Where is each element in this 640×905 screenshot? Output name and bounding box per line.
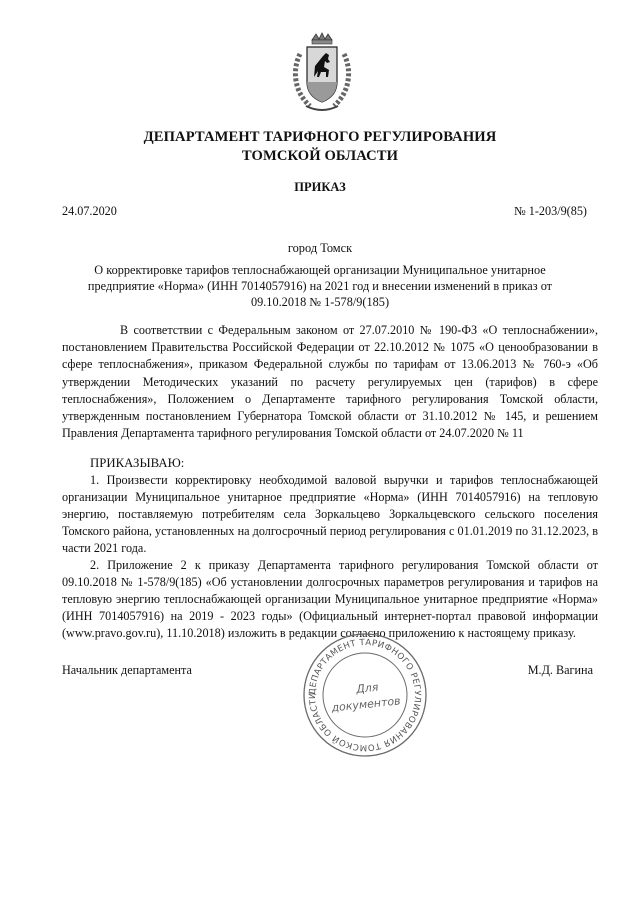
order-section [62, 455, 598, 642]
document-type: ПРИКАЗ [294, 180, 346, 194]
department-name [0, 128, 640, 166]
department-name-line2: ТОМСКОЙ ОБЛАСТИ [241, 148, 399, 164]
order-heading: ПРИКАЗЫВАЮ: [90, 456, 185, 470]
coat-of-arms-emblem [288, 32, 356, 114]
stamp-ring-text: ДЕПАРТАМЕНТ ТАРИФНОГО РЕГУЛИРОВАНИЯ ТОМСКОЙ ОБЛАСТИ [307, 637, 423, 753]
document-date: 24.07.2020 [62, 204, 117, 218]
document-subject: О корректировке тарифов теплоснабжающей организации Муниципальное унитарное предприятие «Норма» (ИНН 7014057916) на 2021 год и внесении изменений в приказ от 09.10.2018 № 1-578/9(185) [87, 263, 553, 309]
signer-name: М.Д. Вагина [527, 663, 593, 677]
stamp-center-line1: Для [355, 680, 380, 696]
coat-of-arms-icon [288, 32, 356, 114]
svg-text:ДЕПАРТАМЕНТ ТАРИФНОГО РЕГУЛИРО [308, 638, 422, 752]
stamp-icon [300, 630, 430, 760]
order-item-2: 2. Приложение 2 к приказу Департамента тарифного регулирования Томской области от 09.10.2018 № 1-578/9(185) «Об установлении долгосрочных параметров регулирования и тарифов на тепловую энергию теплоснабжающей организации Муниципальное унитарное предприятие «Норма» (ИНН 7014057916) на 2019 - 2023 годы» (Официальный интернет-портал правовой информации (www.pravo.gov.ru), 11.10.2018) изложить в редакции согласно приложению к настоящему приказу. [62, 558, 598, 640]
department-name-line1: ДЕПАРТАМЕНТ ТАРИФНОГО РЕГУЛИРОВАНИЯ [143, 129, 497, 145]
city: город Томск [287, 241, 353, 255]
stamp-center-line2: документов [330, 694, 402, 715]
order-item-1: 1. Произвести корректировку необходимой валовой выручки и тарифов теплоснабжающей организации Муниципальное унитарное предприятие «Норма» (ИНН 7014057916) на тепловую энергию, поставляемую потребителям села Зоркальцево Зоркальцевского сельского поселения Томского района, установленных на долгосрочный период регулирования с 01.01.2019 по 31.12.2023, в части 2021 года. [62, 473, 598, 555]
document-number: № 1-203/9(85) [514, 204, 587, 218]
signer-title: Начальник департамента [62, 663, 192, 677]
official-stamp [300, 630, 430, 760]
preamble-paragraph: В соответствии с Федеральным законом от 27.07.2010 № 190-ФЗ «О теплоснабжении», постановлением Правительства Российской Федерации от 22.10.2012 № 1075 «О ценообразовании в сфере теплоснабжения», приказом Федеральной службы по тарифам от 13.06.2013 № 760-э «Об утверждении Методических указаний по расчету регулируемых цен (тарифов) в сфере теплоснабжения», Положением о Департаменте тарифного регулирования Томской области, утвержденным постановлением Губернатора Томской области от 31.10.2012 № 145, и решением Правления Департамента тарифного регулирования Томской области от 24.07.2020 № 11 [62, 323, 598, 441]
